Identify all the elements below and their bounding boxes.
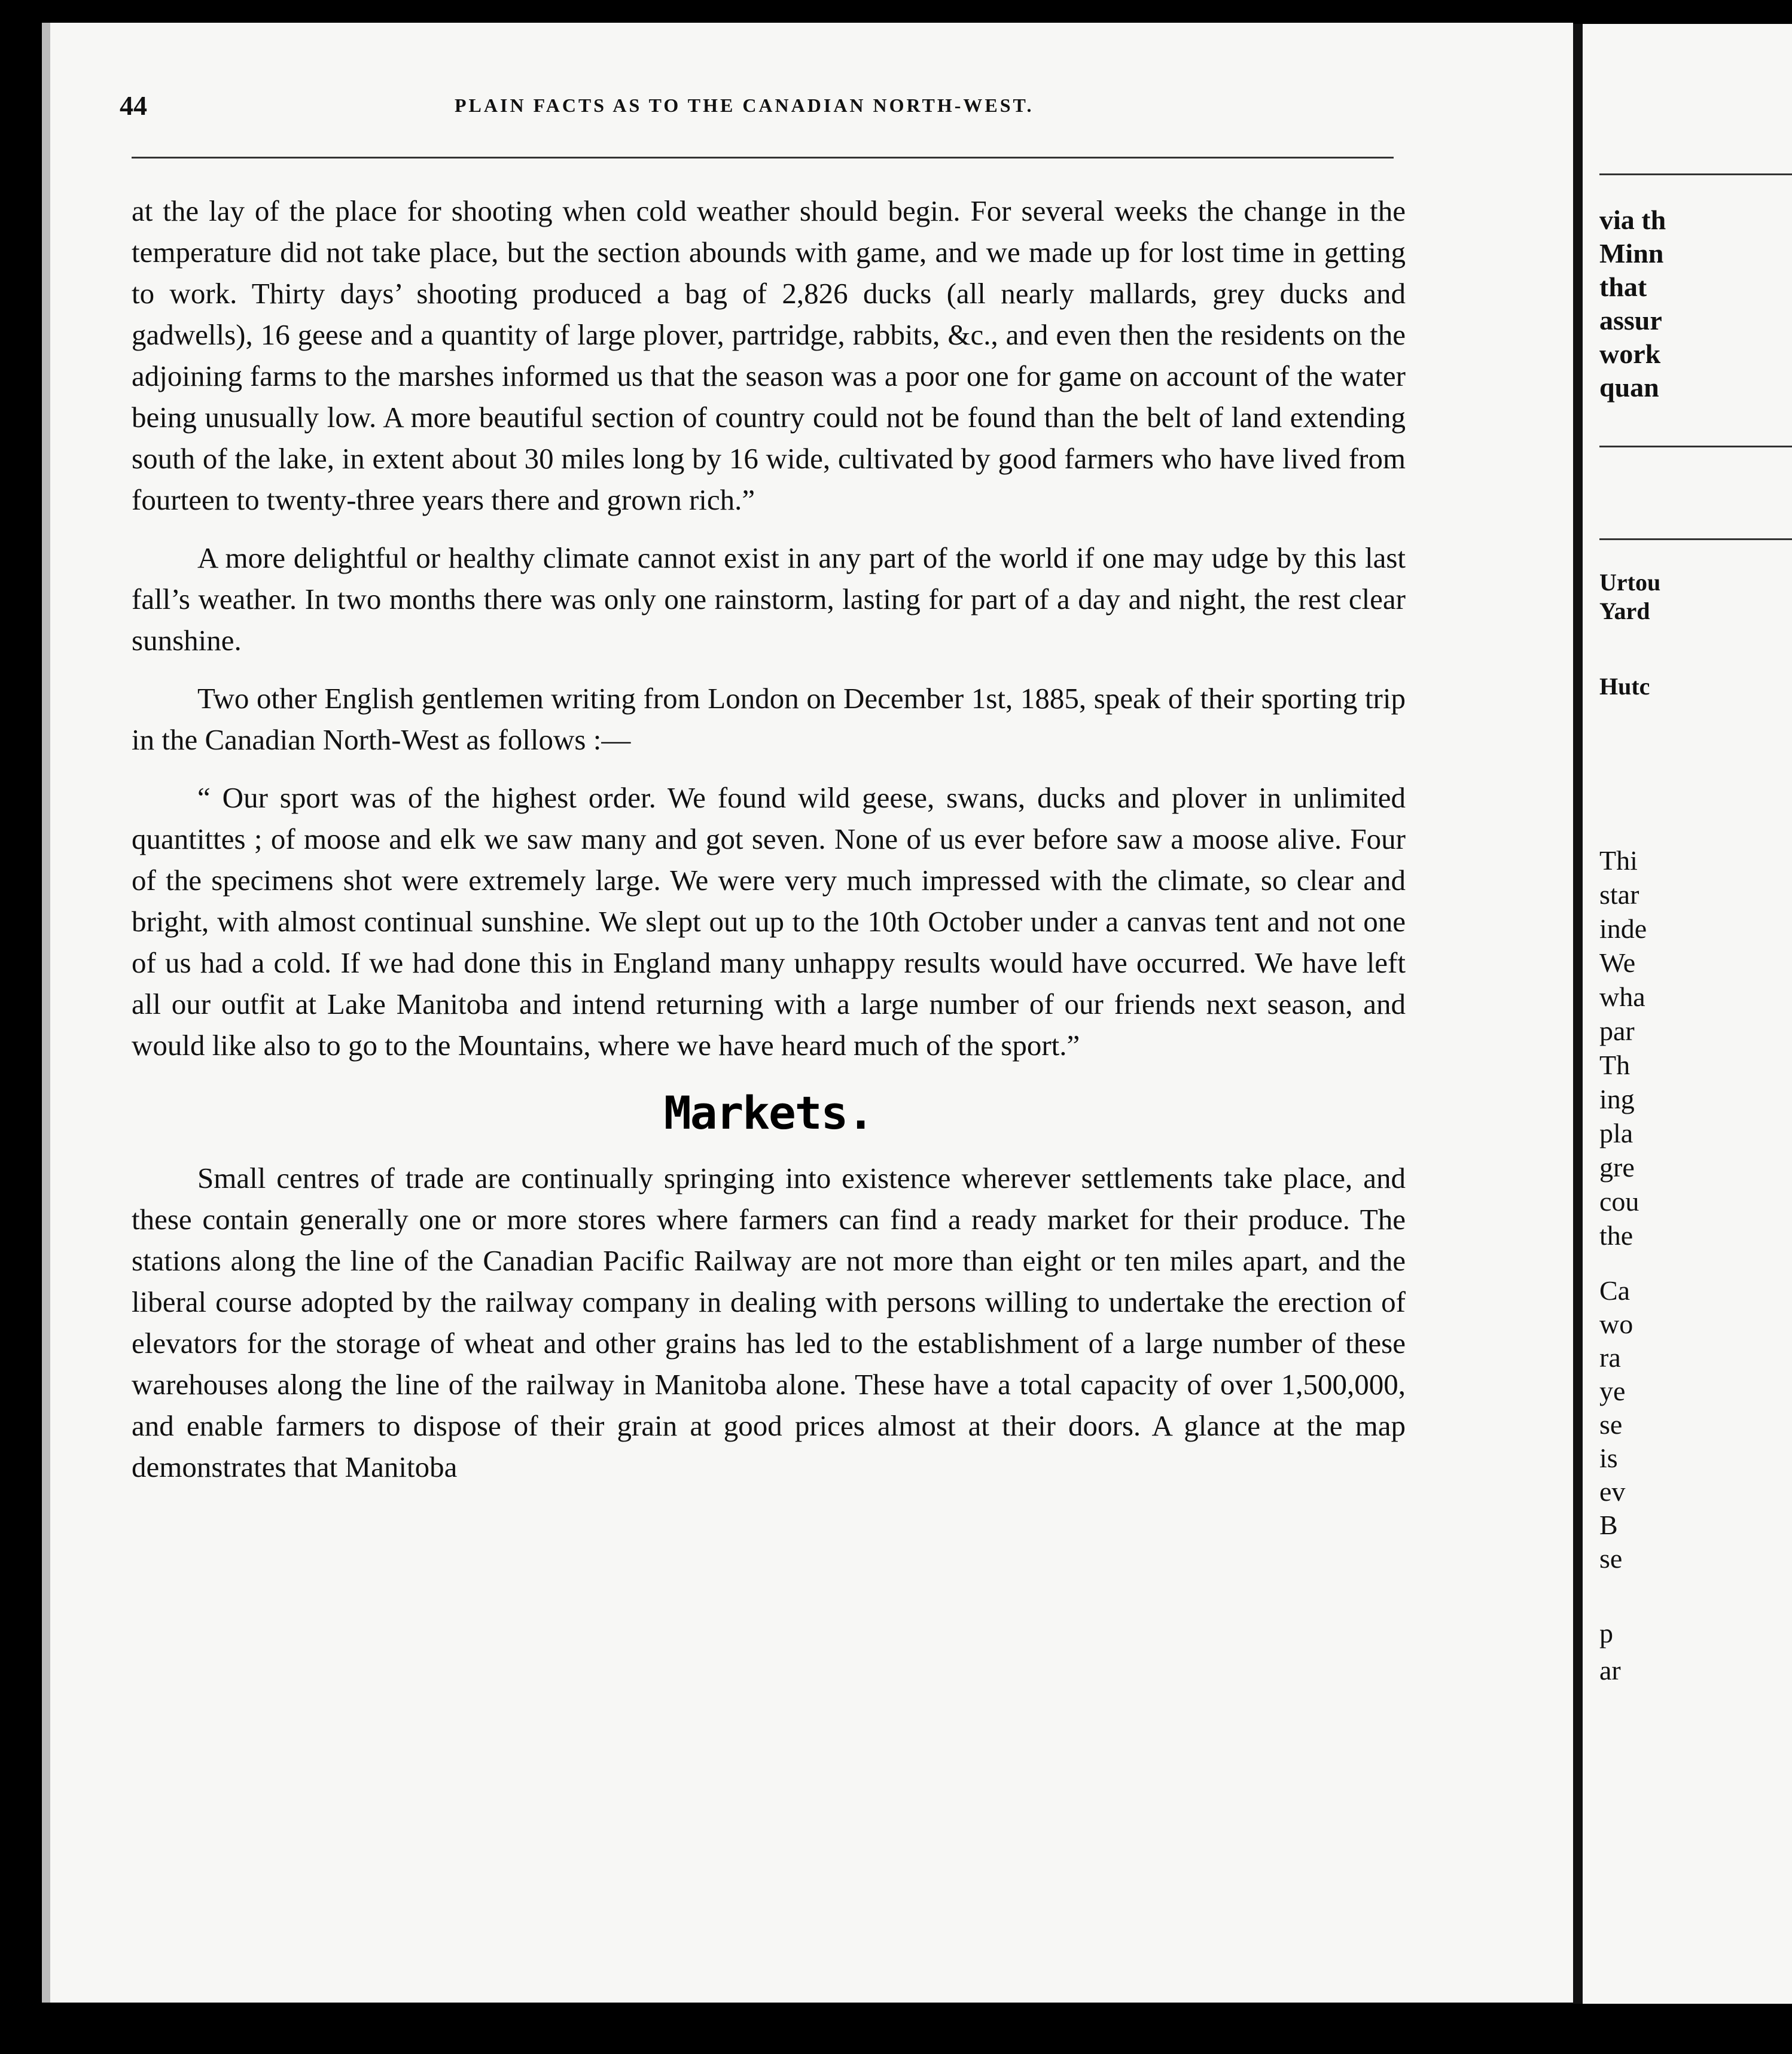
right-page-rule xyxy=(1599,538,1792,540)
right-page-fragment-5 xyxy=(1599,1274,1633,1575)
right-line: B xyxy=(1599,1510,1618,1540)
right-line: Th xyxy=(1599,1050,1631,1080)
paragraph-continuation: at the lay of the place for shooting when cold weather should begin. For several weeks the change in the temperature did not take place, but the section abounds with game, and we made up for lost time in getting to work. Thirty days’ shooting produced a bag of 2,826 ducks (all nearly mallards, grey ducks and gadwells), 16 geese and a quantity of large plover, partridge, rabbits, &c., and even then the residents on the adjoining farms to the marshes informed us that the season was a poor one for game on account of the water being unusually low. A more beautiful section of country could not be found than the belt of land extending south of the lake, in extent about 30 miles long by 16 wide, cultivated by good farmers who have lived from fourteen to twenty-three years there and grown rich.” xyxy=(132,194,1406,516)
right-line: Thi xyxy=(1599,845,1638,876)
right-line: assur xyxy=(1599,305,1662,336)
right-page-fragment-6 xyxy=(1599,1615,1621,1689)
header-rule xyxy=(132,157,1394,159)
right-line: ye xyxy=(1599,1376,1626,1406)
section-title-markets: Markets. xyxy=(663,1086,874,1139)
right-line: par xyxy=(1599,1016,1635,1046)
right-line: work xyxy=(1599,339,1661,369)
right-line: is xyxy=(1599,1443,1618,1473)
right-line: via th xyxy=(1599,205,1666,235)
right-line: We xyxy=(1599,947,1636,978)
right-line: se xyxy=(1599,1543,1623,1574)
right-line: wha xyxy=(1599,982,1645,1012)
right-line: Urtou xyxy=(1599,569,1661,596)
right-line: ev xyxy=(1599,1476,1626,1507)
right-line: se xyxy=(1599,1409,1623,1440)
book-gutter xyxy=(1573,24,1583,2004)
body-text xyxy=(132,190,1406,1504)
right-line: gre xyxy=(1599,1152,1635,1183)
page-number: 44 xyxy=(120,90,147,121)
paragraph-climate: A more delightful or healthy climate cannot exist in any part of the world if one may udge by this last fall’s weather. In two months there was only one rainstorm, lasting for part of a day and night, the rest clear sunshine. xyxy=(132,541,1406,657)
right-line: star xyxy=(1599,879,1639,910)
right-line: Yard xyxy=(1599,598,1650,624)
paragraph-gentlemen: Two other English gentlemen writing from London on December 1st, 1885, speak of their sporting trip in the Canadian North-West as follows :— xyxy=(132,682,1406,756)
right-line: pla xyxy=(1599,1118,1633,1148)
right-line: Ca xyxy=(1599,1275,1631,1306)
right-line: Hutc xyxy=(1599,673,1650,700)
right-page-rule xyxy=(1599,173,1792,175)
right-page xyxy=(1583,24,1792,2004)
right-page-fragment-1 xyxy=(1599,203,1666,404)
right-line: that xyxy=(1599,272,1647,302)
right-line: ing xyxy=(1599,1084,1635,1114)
running-head: PLAIN FACTS AS TO THE CANADIAN NORTH-WEST. xyxy=(455,95,1034,116)
right-line: p xyxy=(1599,1618,1613,1648)
right-line: Minn xyxy=(1599,238,1664,269)
paragraph-markets: Small centres of trade are continually springing into existence wherever settlements take place, and these contain generally one or more stores where farmers can find a ready market for their produce. The stations along the line of the Canadian Pacific Railway are not more than eight or ten miles apart, and the liberal course adopted by the railway company in dealing with persons willing to undertake the erection of elevators for the storage of wheat and other grains has led to the establishment of a large number of these warehouses along the line of the railway in Manitoba alone. These have a total capacity of over 1,500,000, and enable farmers to dispose of their grain at good prices almost at their doors. A glance at the map demonstrates that Manitoba xyxy=(132,1162,1406,1483)
right-page-fragment-3 xyxy=(1599,670,1650,703)
right-line: ar xyxy=(1599,1655,1621,1686)
right-line: the xyxy=(1599,1220,1633,1251)
page-header xyxy=(120,90,1447,138)
paragraph-quote: “ Our sport was of the highest order. We found wild geese, swans, ducks and plover in unlimited quantittes ; of moose and elk we saw many and got seven. None of us ever before saw a moose alive. Four of the specimens shot were extremely large. We were very much impressed with the climate, so clear and bright, with almost continual sunshine. We slept out up to the 10th October under a canvas tent and not one of us had a cold. If we had done this in England many unhappy results would have occurred. We have left all our outfit at Lake Manitoba and intend returning with a large number of our friends next season, and would like also to go to the Mountains, where we have heard much of the sport.” xyxy=(132,781,1406,1062)
right-line: cou xyxy=(1599,1186,1639,1217)
right-page-fragment-2 xyxy=(1599,568,1660,626)
right-line: inde xyxy=(1599,913,1647,944)
right-page-rule xyxy=(1599,446,1792,447)
right-line: quan xyxy=(1599,372,1659,403)
right-line: wo xyxy=(1599,1309,1633,1339)
right-page-fragment-4 xyxy=(1599,843,1647,1252)
right-line: ra xyxy=(1599,1342,1621,1373)
